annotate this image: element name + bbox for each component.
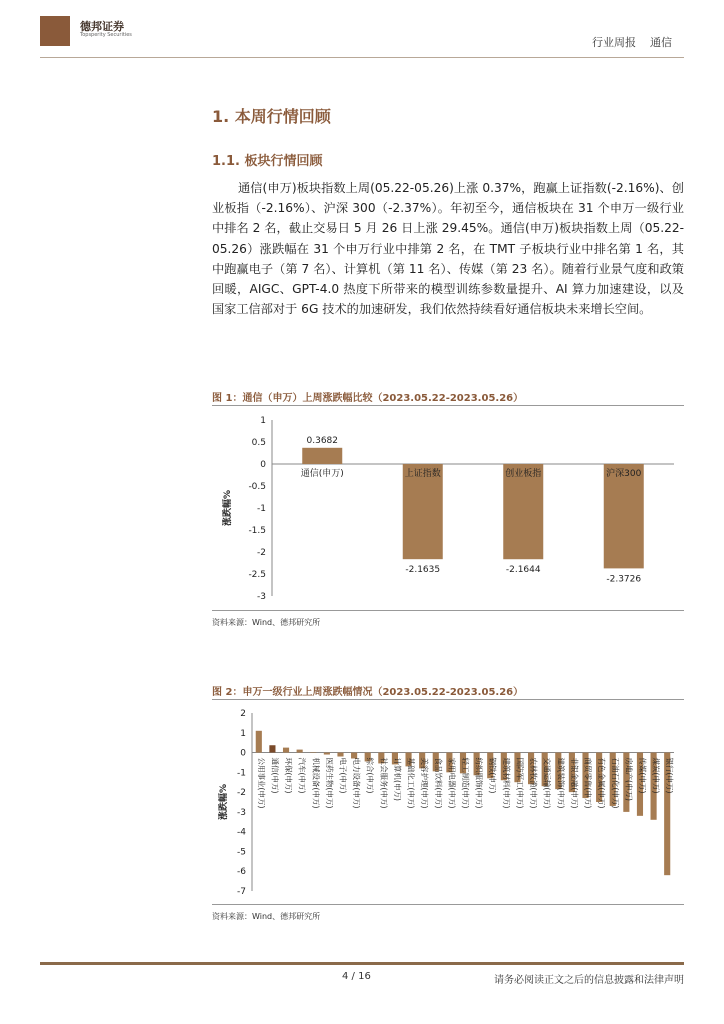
category-label: 计算机(申万) <box>392 757 402 801</box>
subsection-title: 1.1. 板块行情回顾 <box>212 154 323 169</box>
figure2-title: 图 2：申万一级行业上周涨跌幅情况（2023.05.22-2023.05.26） <box>212 687 524 698</box>
bar <box>324 753 330 755</box>
category-label: 家用电器(申万) <box>447 757 457 809</box>
y-tick-label: -1 <box>257 504 266 514</box>
category-label: 交通运输(申万) <box>542 757 552 809</box>
y-tick-label: 0 <box>260 460 266 470</box>
y-tick-label: -7 <box>237 887 246 897</box>
category-label: 沪深300 <box>606 469 642 479</box>
category-label: 电力设备(申万) <box>352 757 362 809</box>
footer-disclaimer: 请务必阅读正文之后的信息披露和法律声明 <box>494 975 684 986</box>
category-label: 银行(申万) <box>665 757 675 794</box>
figure1-bottom-rule <box>212 610 684 611</box>
y-axis-label: 涨跌幅% <box>219 783 229 821</box>
figure1-chart <box>212 406 684 610</box>
data-label: -2.1644 <box>505 565 541 576</box>
category-label: 通信(申万) <box>300 469 344 479</box>
figure1-title: 图 1：通信（申万）上周涨跌幅比较（2023.05.22-2023.05.26） <box>212 393 524 404</box>
category-label: 钢铁(申万) <box>488 757 498 794</box>
report-category: 行业周报 <box>592 36 636 49</box>
y-tick-label: -1.5 <box>248 526 266 536</box>
category-label: 建筑材料(申万) <box>501 757 511 809</box>
figure2-source: 资料来源：Wind、德邦研究所 <box>212 912 321 921</box>
y-tick-label: -0.5 <box>248 482 266 492</box>
category-label: 社会服务(申万) <box>379 757 389 809</box>
category-label: 医药生物(申万) <box>324 757 334 809</box>
category-label: 轻工制造(申万) <box>461 757 470 809</box>
page-number: 4 / 16 <box>342 971 371 982</box>
category-label: 环保(申万) <box>284 757 294 794</box>
report-industry: 通信 <box>650 36 672 49</box>
category-label: 纺织服饰(申万) <box>474 757 484 809</box>
category-label: 机械设备(申万) <box>311 757 321 809</box>
bar <box>604 464 644 568</box>
y-tick-label: -4 <box>237 827 246 838</box>
data-label: 0.3682 <box>306 435 338 446</box>
y-tick-label: 0.5 <box>251 438 266 448</box>
y-axis-label: 涨跌幅% <box>223 489 233 527</box>
category-label: 国防军工(申万) <box>515 757 525 809</box>
category-label: 食品饮料(申万) <box>433 757 443 809</box>
bar <box>337 753 343 757</box>
bar <box>302 448 342 464</box>
category-label: 有色金属(申万) <box>597 757 607 809</box>
bar <box>256 731 262 753</box>
category-label: 综合(申万) <box>365 757 375 794</box>
y-tick-label: -6 <box>237 867 246 878</box>
figure2-chart <box>212 700 684 904</box>
bar <box>310 752 316 753</box>
header-divider <box>40 57 684 58</box>
y-tick-label: -5 <box>237 847 246 858</box>
header-category <box>592 34 672 50</box>
category-label: 农林牧渔(申万) <box>529 757 539 809</box>
y-tick-label: 2 <box>240 709 246 719</box>
y-tick-label: 1 <box>260 416 266 426</box>
category-label: 汽车(申万) <box>297 757 307 794</box>
brand-subtitle: Topsperity Securities <box>80 32 132 38</box>
brand-name: 德邦证券 <box>80 20 124 33</box>
bar <box>297 750 303 753</box>
y-tick-label: -3 <box>237 807 246 818</box>
category-label: 石油石化(申万) <box>610 757 620 809</box>
y-tick-label: 0 <box>240 748 246 759</box>
y-tick-label: 1 <box>240 728 246 739</box>
category-label: 电子(申万) <box>338 757 348 794</box>
bar <box>283 748 289 753</box>
y-tick-label: -1 <box>237 768 246 779</box>
category-label: 基础化工(申万) <box>406 757 416 809</box>
y-tick-label: -3 <box>257 592 266 602</box>
brand-logo-icon <box>40 16 70 46</box>
data-label: -2.3726 <box>606 574 642 585</box>
category-label: 煤炭(申万) <box>651 757 661 794</box>
figure2-bottom-rule <box>212 904 684 905</box>
section-title: 1. 本周行情回顾 <box>212 107 331 126</box>
body-paragraph: 通信(申万)板块指数上周(05.22-05.26)上涨 0.37%，跑赢上证指数(-2.16%)、创业板指（-2.16%）、沪深 300（-2.37%）。年初至今，通信板块在 31 个申万一级行业中排名 2 名，截止交易日 5 月 26 日上涨 29.45%。通信(申万)板块指数上周（05.22-05.26）涨跌幅在 31 个申万行业中排第 2 名，在 TMT 子板块行业中排名第 1 名，其中跑赢电子（第 7 名）、计算机（第 11 名）、传媒（第 23 名）。随着行业景气度和政策回暖，AIGC、GPT-4.0 热度下所带来的模型训练参数量提升、AI 算力加速建设，以及国家工信部对于 6G 技术的加速研发，我们依然持续看好通信板块未来增长空间。 <box>212 181 684 317</box>
data-label: -2.1635 <box>405 565 441 576</box>
category-label: 创业板指 <box>505 469 542 479</box>
y-tick-label: -2 <box>237 788 246 799</box>
category-label: 上证指数 <box>404 469 441 479</box>
category-label: 公用事业(申万) <box>256 757 266 809</box>
bar <box>269 745 275 752</box>
y-tick-label: -2.5 <box>248 570 266 580</box>
category-label: 传媒(申万) <box>637 757 647 794</box>
category-label: 建筑装饰(申万) <box>556 757 566 809</box>
category-label: 商贸零售(申万) <box>583 757 593 809</box>
figure1-source: 资料来源：Wind、德邦研究所 <box>212 618 321 627</box>
y-tick-label: -2 <box>257 548 266 558</box>
category-label: 房地产(申万) <box>624 757 634 801</box>
category-label: 通信(申万) <box>270 757 280 794</box>
category-label: 非银金融(申万) <box>569 757 579 809</box>
footer-divider <box>40 962 684 965</box>
category-label: 美容护理(申万) <box>420 757 430 809</box>
